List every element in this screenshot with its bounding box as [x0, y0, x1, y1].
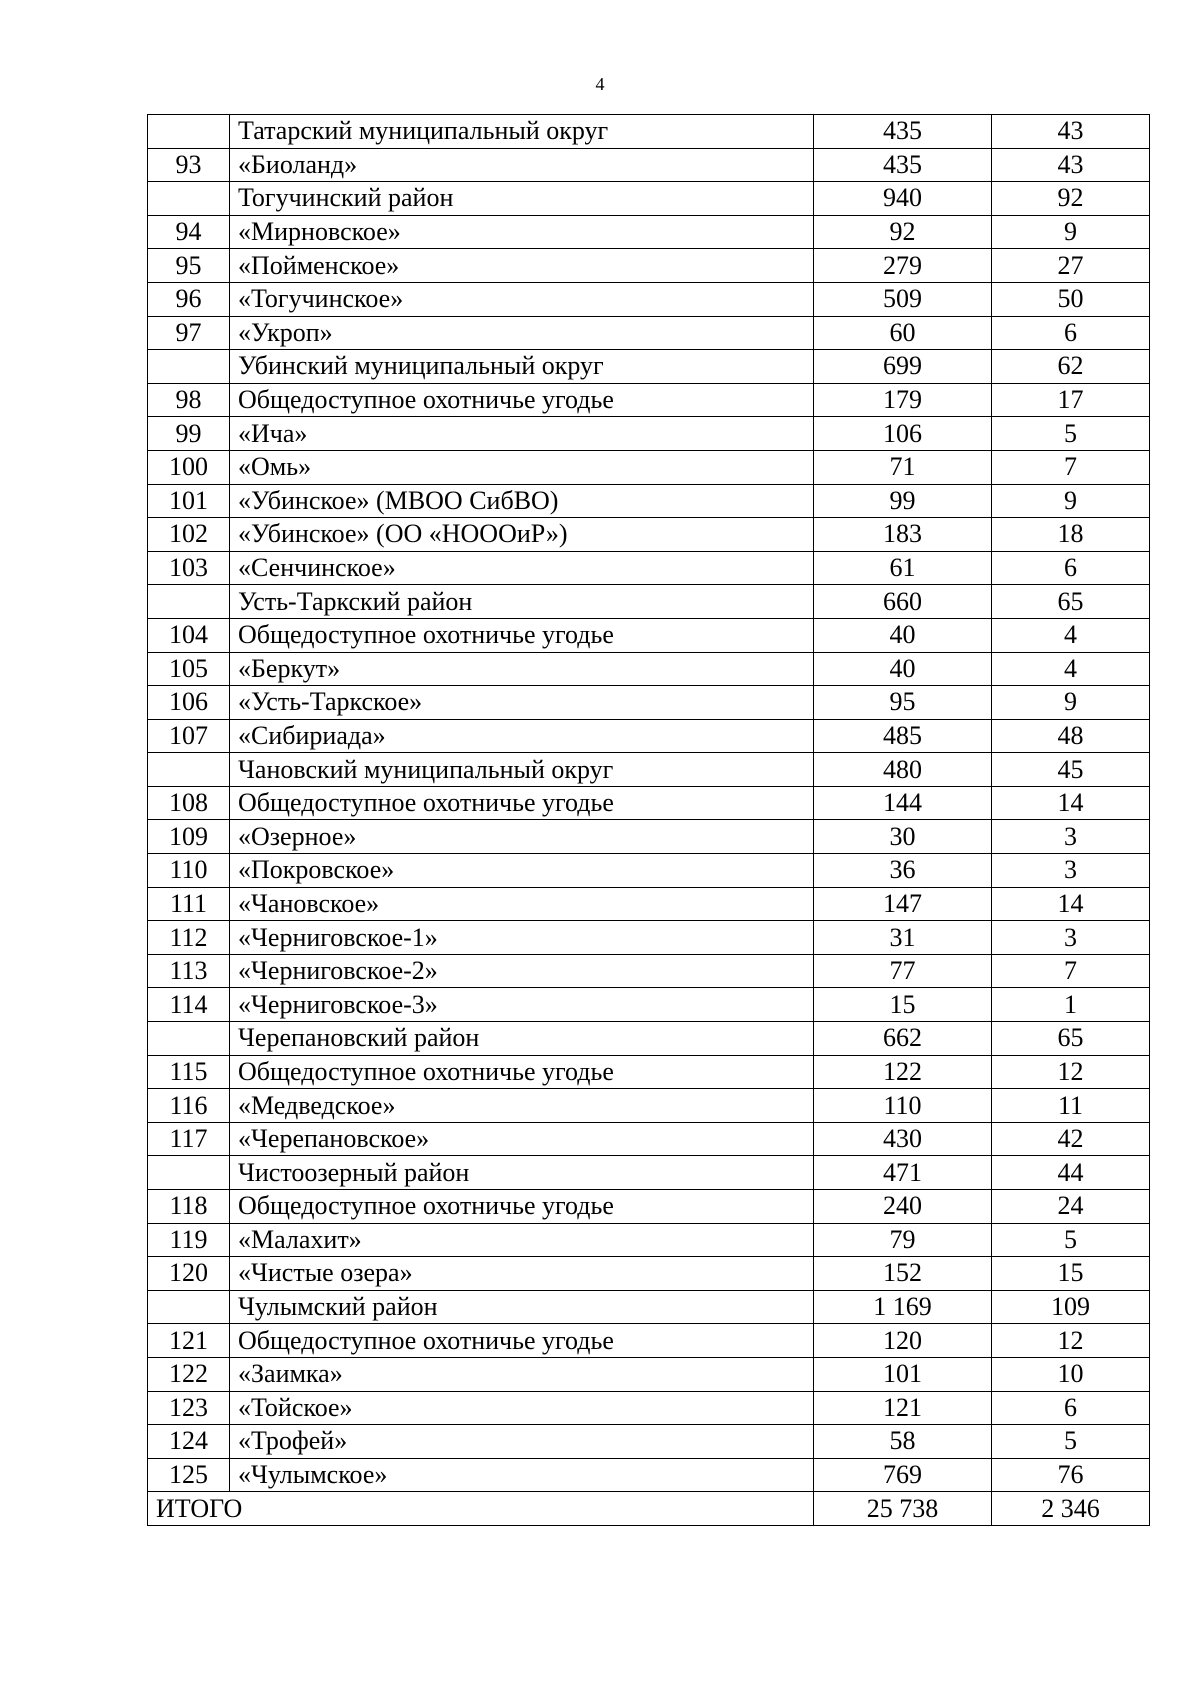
- row-value-2-cell: 11: [992, 1089, 1150, 1123]
- row-value-2-cell: 42: [992, 1122, 1150, 1156]
- table-row: [148, 887, 1150, 921]
- row-value-1-cell: 279: [814, 249, 992, 283]
- table-row: [148, 921, 1150, 955]
- row-number-cell: [148, 1022, 230, 1056]
- row-number-cell: [148, 115, 230, 149]
- row-name-cell: Убинский муниципальный округ: [230, 350, 814, 384]
- table-body: [148, 115, 1150, 1526]
- table-row: [148, 350, 1150, 384]
- table-row: [148, 1223, 1150, 1257]
- row-name-cell: Общедоступное охотничье угодье: [230, 1190, 814, 1224]
- total-value-1: 25 738: [814, 1492, 992, 1526]
- row-number-cell: 107: [148, 719, 230, 753]
- row-name-cell: Тогучинский район: [230, 182, 814, 216]
- row-number-cell: 120: [148, 1257, 230, 1291]
- table-row: [148, 1122, 1150, 1156]
- row-number-cell: 110: [148, 854, 230, 888]
- row-value-2-cell: 4: [992, 618, 1150, 652]
- row-value-2-cell: 9: [992, 484, 1150, 518]
- row-value-2-cell: 3: [992, 820, 1150, 854]
- row-number-cell: 115: [148, 1055, 230, 1089]
- table-row: [148, 820, 1150, 854]
- row-number-cell: 95: [148, 249, 230, 283]
- row-value-1-cell: 79: [814, 1223, 992, 1257]
- row-value-2-cell: 43: [992, 148, 1150, 182]
- table-row: [148, 1089, 1150, 1123]
- row-name-cell: «Биоланд»: [230, 148, 814, 182]
- row-number-cell: 102: [148, 518, 230, 552]
- row-value-2-cell: 45: [992, 753, 1150, 787]
- table-row: [148, 1055, 1150, 1089]
- row-number-cell: 97: [148, 316, 230, 350]
- row-value-1-cell: 485: [814, 719, 992, 753]
- table-row: [148, 182, 1150, 216]
- row-value-1-cell: 435: [814, 115, 992, 149]
- row-number-cell: 104: [148, 618, 230, 652]
- table-row: [148, 854, 1150, 888]
- row-number-cell: 121: [148, 1324, 230, 1358]
- row-name-cell: «Черниговское-2»: [230, 954, 814, 988]
- row-value-2-cell: 7: [992, 954, 1150, 988]
- table-row: [148, 316, 1150, 350]
- row-value-2-cell: 5: [992, 1425, 1150, 1459]
- row-value-1-cell: 147: [814, 887, 992, 921]
- table-row: [148, 719, 1150, 753]
- row-value-1-cell: 122: [814, 1055, 992, 1089]
- row-value-1-cell: 769: [814, 1458, 992, 1492]
- row-value-1-cell: 61: [814, 551, 992, 585]
- row-number-cell: 103: [148, 551, 230, 585]
- row-number-cell: 100: [148, 450, 230, 484]
- row-value-1-cell: 152: [814, 1257, 992, 1291]
- table-row: [148, 1156, 1150, 1190]
- row-value-1-cell: 99: [814, 484, 992, 518]
- row-number-cell: 98: [148, 383, 230, 417]
- table-row: [148, 383, 1150, 417]
- row-name-cell: «Убинское» (МВОО СибВО): [230, 484, 814, 518]
- row-number-cell: 117: [148, 1122, 230, 1156]
- table-row: [148, 518, 1150, 552]
- row-value-1-cell: 95: [814, 686, 992, 720]
- row-name-cell: «Тогучинское»: [230, 282, 814, 316]
- row-value-1-cell: 144: [814, 786, 992, 820]
- table-row: [148, 417, 1150, 451]
- row-value-1-cell: 940: [814, 182, 992, 216]
- row-name-cell: «Черниговское-1»: [230, 921, 814, 955]
- row-value-2-cell: 12: [992, 1324, 1150, 1358]
- row-value-1-cell: 509: [814, 282, 992, 316]
- page-number: 4: [595, 74, 605, 94]
- row-number-cell: 105: [148, 652, 230, 686]
- row-name-cell: «Беркут»: [230, 652, 814, 686]
- row-value-1-cell: 36: [814, 854, 992, 888]
- row-name-cell: «Убинское» (ОО «НОООиР»): [230, 518, 814, 552]
- row-number-cell: 119: [148, 1223, 230, 1257]
- table-row: [148, 215, 1150, 249]
- table-row: [148, 249, 1150, 283]
- row-value-1-cell: 101: [814, 1357, 992, 1391]
- row-number-cell: 124: [148, 1425, 230, 1459]
- row-number-cell: 94: [148, 215, 230, 249]
- row-name-cell: Усть-Таркский район: [230, 585, 814, 619]
- row-number-cell: [148, 182, 230, 216]
- table-row: [148, 1022, 1150, 1056]
- row-value-1-cell: 110: [814, 1089, 992, 1123]
- row-value-2-cell: 7: [992, 450, 1150, 484]
- table-row: [148, 686, 1150, 720]
- row-value-1-cell: 699: [814, 350, 992, 384]
- row-name-cell: «Заимка»: [230, 1357, 814, 1391]
- row-value-2-cell: 65: [992, 1022, 1150, 1056]
- row-value-1-cell: 121: [814, 1391, 992, 1425]
- row-value-1-cell: 15: [814, 988, 992, 1022]
- total-value-2: 2 346: [992, 1492, 1150, 1526]
- table-row: [148, 484, 1150, 518]
- row-number-cell: 109: [148, 820, 230, 854]
- table-row: [148, 1357, 1150, 1391]
- row-value-2-cell: 6: [992, 551, 1150, 585]
- row-value-2-cell: 5: [992, 417, 1150, 451]
- table-row: [148, 652, 1150, 686]
- table-row: [148, 1391, 1150, 1425]
- row-value-2-cell: 9: [992, 215, 1150, 249]
- table-row: [148, 551, 1150, 585]
- row-value-1-cell: 1 169: [814, 1290, 992, 1324]
- row-name-cell: «Мирновское»: [230, 215, 814, 249]
- row-name-cell: Общедоступное охотничье угодье: [230, 1324, 814, 1358]
- table-row: [148, 1324, 1150, 1358]
- row-value-1-cell: 40: [814, 652, 992, 686]
- row-name-cell: «Укроп»: [230, 316, 814, 350]
- table-row: [148, 282, 1150, 316]
- row-number-cell: 111: [148, 887, 230, 921]
- row-number-cell: 123: [148, 1391, 230, 1425]
- row-number-cell: [148, 350, 230, 384]
- row-name-cell: Татарский муниципальный округ: [230, 115, 814, 149]
- row-value-2-cell: 24: [992, 1190, 1150, 1224]
- row-name-cell: «Чулымское»: [230, 1458, 814, 1492]
- row-value-1-cell: 40: [814, 618, 992, 652]
- row-number-cell: 116: [148, 1089, 230, 1123]
- row-name-cell: «Черниговское-3»: [230, 988, 814, 1022]
- row-name-cell: «Усть-Таркское»: [230, 686, 814, 720]
- row-value-2-cell: 109: [992, 1290, 1150, 1324]
- table-row: [148, 618, 1150, 652]
- table-row: [148, 1458, 1150, 1492]
- row-number-cell: 114: [148, 988, 230, 1022]
- row-value-2-cell: 14: [992, 786, 1150, 820]
- row-value-2-cell: 92: [992, 182, 1150, 216]
- row-value-2-cell: 14: [992, 887, 1150, 921]
- row-name-cell: «Малахит»: [230, 1223, 814, 1257]
- row-value-2-cell: 6: [992, 316, 1150, 350]
- row-number-cell: [148, 585, 230, 619]
- row-value-2-cell: 6: [992, 1391, 1150, 1425]
- table-row: [148, 988, 1150, 1022]
- row-value-2-cell: 4: [992, 652, 1150, 686]
- row-value-2-cell: 17: [992, 383, 1150, 417]
- row-value-2-cell: 62: [992, 350, 1150, 384]
- row-value-1-cell: 92: [814, 215, 992, 249]
- table-row: [148, 450, 1150, 484]
- row-number-cell: [148, 1156, 230, 1190]
- row-value-1-cell: 60: [814, 316, 992, 350]
- row-name-cell: «Чановское»: [230, 887, 814, 921]
- row-value-2-cell: 76: [992, 1458, 1150, 1492]
- data-table: [147, 114, 1150, 1526]
- row-name-cell: «Омь»: [230, 450, 814, 484]
- table-row: [148, 1290, 1150, 1324]
- table-row: [148, 1257, 1150, 1291]
- row-value-1-cell: 31: [814, 921, 992, 955]
- row-name-cell: Общедоступное охотничье угодье: [230, 383, 814, 417]
- table-row: [148, 954, 1150, 988]
- row-value-2-cell: 5: [992, 1223, 1150, 1257]
- row-name-cell: Чановский муниципальный округ: [230, 753, 814, 787]
- row-number-cell: 101: [148, 484, 230, 518]
- row-value-1-cell: 435: [814, 148, 992, 182]
- row-number-cell: 96: [148, 282, 230, 316]
- row-name-cell: «Тойское»: [230, 1391, 814, 1425]
- row-value-2-cell: 50: [992, 282, 1150, 316]
- row-value-1-cell: 183: [814, 518, 992, 552]
- row-number-cell: 93: [148, 148, 230, 182]
- row-name-cell: «Трофей»: [230, 1425, 814, 1459]
- row-number-cell: 112: [148, 921, 230, 955]
- table-row: [148, 1425, 1150, 1459]
- row-name-cell: Чистоозерный район: [230, 1156, 814, 1190]
- table-row: [148, 585, 1150, 619]
- row-value-2-cell: 15: [992, 1257, 1150, 1291]
- total-label: ИТОГО: [148, 1492, 814, 1526]
- row-name-cell: «Покровское»: [230, 854, 814, 888]
- table-row: [148, 148, 1150, 182]
- row-number-cell: 118: [148, 1190, 230, 1224]
- row-name-cell: «Черепановское»: [230, 1122, 814, 1156]
- row-value-2-cell: 12: [992, 1055, 1150, 1089]
- row-value-2-cell: 9: [992, 686, 1150, 720]
- row-name-cell: Общедоступное охотничье угодье: [230, 1055, 814, 1089]
- row-value-1-cell: 179: [814, 383, 992, 417]
- row-name-cell: «Ича»: [230, 417, 814, 451]
- row-value-2-cell: 1: [992, 988, 1150, 1022]
- row-value-2-cell: 65: [992, 585, 1150, 619]
- row-value-2-cell: 3: [992, 854, 1150, 888]
- row-name-cell: «Сенчинское»: [230, 551, 814, 585]
- table-row: [148, 786, 1150, 820]
- row-value-1-cell: 58: [814, 1425, 992, 1459]
- table-row: [148, 115, 1150, 149]
- row-name-cell: «Пойменское»: [230, 249, 814, 283]
- row-name-cell: «Чистые озера»: [230, 1257, 814, 1291]
- row-value-1-cell: 71: [814, 450, 992, 484]
- row-value-1-cell: 106: [814, 417, 992, 451]
- row-value-1-cell: 120: [814, 1324, 992, 1358]
- row-value-2-cell: 44: [992, 1156, 1150, 1190]
- row-name-cell: Общедоступное охотничье угодье: [230, 786, 814, 820]
- row-number-cell: 125: [148, 1458, 230, 1492]
- row-number-cell: 113: [148, 954, 230, 988]
- row-value-1-cell: 430: [814, 1122, 992, 1156]
- row-name-cell: «Озерное»: [230, 820, 814, 854]
- table-row: [148, 1190, 1150, 1224]
- table-row: [148, 753, 1150, 787]
- row-value-2-cell: 43: [992, 115, 1150, 149]
- row-value-2-cell: 10: [992, 1357, 1150, 1391]
- row-value-1-cell: 480: [814, 753, 992, 787]
- row-name-cell: Черепановский район: [230, 1022, 814, 1056]
- row-number-cell: [148, 753, 230, 787]
- row-number-cell: 122: [148, 1357, 230, 1391]
- total-row: [148, 1492, 1150, 1526]
- row-value-2-cell: 27: [992, 249, 1150, 283]
- row-value-1-cell: 77: [814, 954, 992, 988]
- row-value-1-cell: 240: [814, 1190, 992, 1224]
- row-value-2-cell: 48: [992, 719, 1150, 753]
- row-number-cell: [148, 1290, 230, 1324]
- row-value-1-cell: 662: [814, 1022, 992, 1056]
- row-number-cell: 106: [148, 686, 230, 720]
- row-number-cell: 108: [148, 786, 230, 820]
- row-name-cell: Чулымский район: [230, 1290, 814, 1324]
- row-value-1-cell: 471: [814, 1156, 992, 1190]
- row-value-2-cell: 3: [992, 921, 1150, 955]
- row-value-1-cell: 660: [814, 585, 992, 619]
- row-name-cell: «Сибириада»: [230, 719, 814, 753]
- row-name-cell: Общедоступное охотничье угодье: [230, 618, 814, 652]
- row-value-2-cell: 18: [992, 518, 1150, 552]
- row-name-cell: «Медведское»: [230, 1089, 814, 1123]
- row-value-1-cell: 30: [814, 820, 992, 854]
- row-number-cell: 99: [148, 417, 230, 451]
